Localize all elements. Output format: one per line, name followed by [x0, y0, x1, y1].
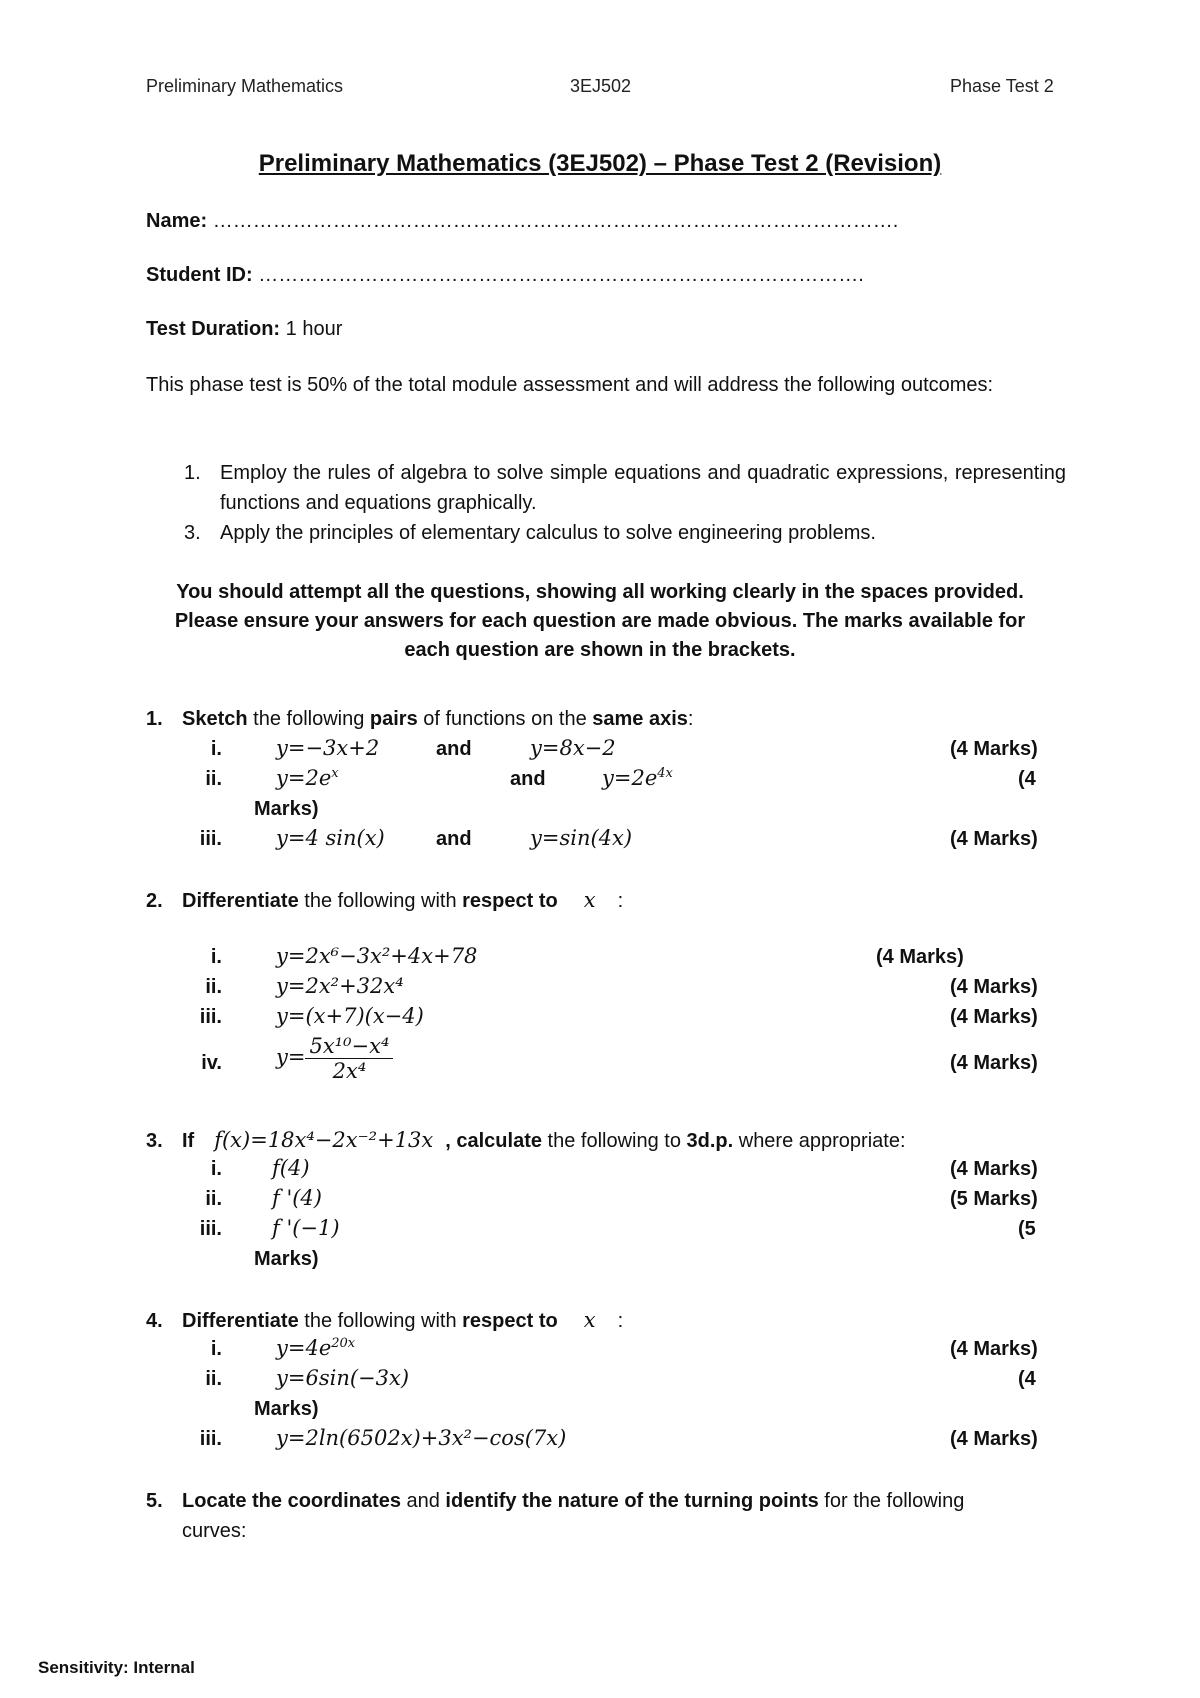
q1-ii-f2-base: y=2e — [602, 766, 658, 790]
q2-colon: : — [617, 890, 624, 912]
duration-label: Test Duration: — [146, 318, 281, 340]
q1-i-marks: (4 Marks) — [950, 738, 1038, 760]
header-left: Preliminary Mathematics — [146, 76, 344, 96]
q3-roman: i. — [210, 1158, 222, 1180]
q3-function: f(x)=18x⁴−2x⁻²+13x — [214, 1128, 434, 1152]
question-1-heading — [146, 708, 693, 731]
q2-roman: iv. — [201, 1052, 222, 1074]
q1-bold-pairs: pairs — [369, 708, 418, 730]
q4-roman: i. — [210, 1338, 222, 1360]
q1-and: and — [436, 738, 472, 760]
q2-variable: x — [583, 888, 596, 912]
q1-ii-f1-base: y=2e — [276, 766, 332, 790]
q4-i-base: y=4e — [276, 1336, 332, 1360]
q1-text: : — [687, 708, 694, 730]
q1-i-function-2: y=8x−2 — [530, 736, 616, 760]
q1-roman: i. — [210, 738, 222, 760]
q3-if: If — [182, 1130, 195, 1152]
q1-bold-sketch: Sketch — [182, 708, 248, 730]
q1-text: of functions on the — [417, 708, 593, 730]
q4-text: the following with — [298, 1310, 463, 1332]
q2-iv-marks: (4 Marks) — [950, 1052, 1038, 1074]
question-4-heading — [146, 1308, 623, 1333]
q1-ii-function-1 — [276, 766, 339, 790]
instructions-line: You should attempt all the questions, showing all working clearly in the spaces provided. — [176, 581, 1024, 603]
q1-ii-f2-exponent: 4x — [657, 766, 673, 781]
q4-ii-marks-wrap: Marks) — [254, 1398, 319, 1420]
question-number: 2. — [146, 890, 163, 912]
q1-iii-marks: (4 Marks) — [950, 828, 1038, 850]
q2-iv-lhs: y= — [276, 1045, 306, 1069]
q3-bold-calculate: , calculate — [445, 1130, 542, 1152]
q2-i-expression: y=2x⁶−3x²+4x+78 — [276, 944, 478, 968]
outcome-number: 3. — [184, 522, 201, 544]
question-2-heading — [146, 888, 623, 913]
q2-iv-expression — [276, 1034, 393, 1083]
q3-iii-expression: f '(−1) — [272, 1216, 340, 1240]
q2-iii-marks: (4 Marks) — [950, 1006, 1038, 1028]
q1-roman: iii. — [199, 828, 222, 850]
q2-ii-marks: (4 Marks) — [950, 976, 1038, 998]
test-duration — [146, 318, 342, 341]
question-number: 3. — [146, 1130, 163, 1152]
outcome-item — [146, 458, 1066, 518]
q2-iii-expression: y=(x+7)(x−4) — [276, 1004, 424, 1028]
q5-bold-locate: Locate the coordinates — [182, 1490, 401, 1512]
q3-ii-expression: f '(4) — [272, 1186, 322, 1210]
q4-iii-marks: (4 Marks) — [950, 1428, 1038, 1450]
instructions-line: Please ensure your answers for each question are made obvious. The marks available for — [174, 610, 1026, 632]
question-number: 1. — [146, 708, 163, 730]
q1-bold-same-axis: same axis — [592, 708, 688, 730]
name-dots: …………………………………………………………………………………………. — [212, 210, 899, 232]
question-3-heading — [146, 1128, 906, 1153]
header-right: Phase Test 2 — [950, 76, 1054, 96]
q4-ii-marks: (4 — [1018, 1368, 1036, 1390]
q3-text: where appropriate: — [733, 1130, 906, 1152]
q2-roman: ii. — [205, 976, 222, 998]
q1-ii-marks: (4 — [1018, 768, 1036, 790]
q3-i-expression: f(4) — [272, 1156, 310, 1180]
sensitivity-footer: Sensitivity: Internal — [38, 1658, 195, 1677]
q1-ii-function-2 — [602, 766, 673, 790]
q3-ii-marks: (5 Marks) — [950, 1188, 1038, 1210]
name-field — [146, 210, 898, 233]
q2-roman: iii. — [199, 1006, 222, 1028]
q3-i-marks: (4 Marks) — [950, 1158, 1038, 1180]
q2-iv-numerator: 5x¹⁰−x⁴ — [305, 1034, 393, 1059]
q4-roman: iii. — [199, 1428, 222, 1450]
q3-text: the following to — [541, 1130, 687, 1152]
q2-i-marks: (4 Marks) — [876, 946, 964, 968]
q3-roman: iii. — [199, 1218, 222, 1240]
q4-colon: : — [617, 1310, 624, 1332]
q1-iii-function-1: y=4 sin(x) — [276, 826, 385, 850]
q3-iii-marks: (5 — [1018, 1218, 1036, 1240]
q5-bold-identify: identify the nature of the turning points — [445, 1490, 819, 1512]
q2-iv-fraction — [305, 1034, 393, 1083]
page-title: Preliminary Mathematics (3EJ502) – Phase Test 2 (Revision) — [258, 150, 942, 177]
outcome-text: Apply the principles of elementary calculus to solve engineering problems. — [220, 522, 876, 544]
q4-bold-respect: respect to — [462, 1310, 558, 1332]
instructions-line: each question are shown in the brackets. — [404, 639, 796, 661]
q2-ii-expression: y=2x²+32x⁴ — [276, 974, 404, 998]
q5-continuation: curves: — [182, 1520, 247, 1542]
q4-i-exponent: 20x — [331, 1336, 356, 1351]
q3-iii-marks-wrap: Marks) — [254, 1248, 319, 1270]
q1-iii-function-2: y=sin(4x) — [530, 826, 633, 850]
q2-roman: i. — [210, 946, 222, 968]
q2-bold-differentiate: Differentiate — [182, 890, 299, 912]
header-center: 3EJ502 — [570, 76, 632, 96]
question-number: 5. — [146, 1490, 163, 1512]
question-5-heading — [146, 1490, 1066, 1513]
q1-roman: ii. — [205, 768, 222, 790]
q1-and: and — [436, 828, 472, 850]
question-number: 4. — [146, 1310, 163, 1332]
q4-bold-differentiate: Differentiate — [182, 1310, 299, 1332]
q2-iv-denominator: 2x⁴ — [332, 1059, 367, 1083]
q1-and: and — [510, 768, 546, 790]
outcome-item — [146, 518, 1066, 548]
q3-roman: ii. — [205, 1188, 222, 1210]
student-id-field — [146, 264, 864, 287]
outcome-text: Employ the rules of algebra to solve simple equations and quadratic expressions, representing functions and equations graphically. — [220, 462, 1066, 514]
q1-ii-marks-wrap: Marks) — [254, 798, 319, 820]
student-id-label: Student ID: — [146, 264, 253, 286]
q4-i-marks: (4 Marks) — [950, 1338, 1038, 1360]
q4-iii-expression: y=2ln(6502x)+3x²−cos(7x) — [276, 1426, 567, 1450]
q1-ii-f1-exponent: x — [331, 766, 339, 781]
q4-i-expression — [276, 1336, 355, 1360]
intro-paragraph: This phase test is 50% of the total module assessment and will address the following outcomes: — [146, 374, 994, 396]
q4-ii-expression: y=6sin(−3x) — [276, 1366, 410, 1390]
q2-text: the following with — [298, 890, 463, 912]
q1-i-function-1: y=−3x+2 — [276, 736, 380, 760]
outcome-number: 1. — [184, 462, 201, 484]
q3-bold-dp: 3d.p. — [686, 1130, 734, 1152]
q5-text: for the following — [818, 1490, 965, 1512]
q4-roman: ii. — [205, 1368, 222, 1390]
student-id-dots: ………………………………………………………………………………. — [258, 264, 864, 286]
q4-variable: x — [583, 1308, 596, 1332]
name-label: Name: — [146, 210, 208, 232]
q5-text: and — [400, 1490, 446, 1512]
q2-bold-respect: respect to — [462, 890, 558, 912]
q1-text: the following — [247, 708, 370, 730]
duration-value: 1 hour — [285, 318, 343, 340]
